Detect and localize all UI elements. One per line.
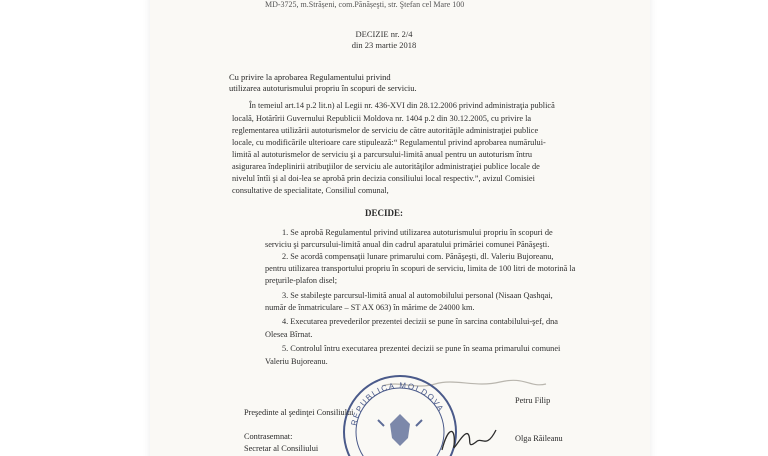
decision-title: DECIZIE nr. 2/4	[355, 29, 413, 39]
item-line: pentru utilizarea transportului propriu în scopuri de serviciu, limita de 100 litri de motorină la	[265, 264, 576, 273]
preamble-line: În temeiul art.14 p.2 lit.n) al Legii nr. 436-XVI din 28.12.2006 privind administraţia publică	[249, 101, 555, 110]
item-line: 2. Se acordă compensaţii lunare primarului com. Pănăşeşti, dl. Valeriu Bujoreanu,	[282, 252, 554, 261]
subject-line-1: Cu privire la aprobarea Regulamentului privind	[229, 72, 391, 82]
preamble-line: locale, cu modificările ulterioare care stipulează:“ Regulamentul privind aprobarea numărului-	[232, 138, 546, 147]
president-name: Petru Filip	[515, 396, 551, 405]
item-line: 4. Executarea prevederilor prezentei decizii se pune în sarcina contabilului-şef, dna	[282, 317, 558, 326]
seal-text: REPUBLICA MOLDOVA	[349, 380, 446, 427]
subject-line-2: utilizarea autoturismului propriu în scopuri de serviciu.	[229, 83, 417, 93]
preamble-line: consultative de specialitate, Consiliul comunal,	[232, 186, 389, 195]
item-line: 1. Se aprobă Regulamentul privind utilizarea autoturismului propriu în scopuri de	[282, 228, 553, 237]
preamble-line: reglementarea utilizării autoturismelor de serviciu de către autorităţile administraţiei publice	[232, 126, 539, 135]
countersigned-label: Contrasemnat:	[244, 432, 293, 441]
decision-date: din 23 martie 2018	[351, 40, 417, 50]
secretary-name: Olga Răileanu	[515, 434, 563, 443]
preamble-line: limită al autoturismelor de serviciu şi a parcursului-limită anual pentru un autoturism întru	[232, 150, 532, 159]
secretary-signature	[438, 420, 500, 456]
item-line: preţurile-plafon disel;	[265, 276, 338, 285]
item-line: Olesea Bîrnat.	[265, 330, 313, 339]
item-line: 3. Se stabileşte parcursul-limită anual al automobilului personal (Nisaan Qashqai,	[282, 291, 553, 300]
item-line: 5. Controlul întru executarea prezentei decizii se pune în seama primarului comunei	[282, 344, 561, 353]
item-line: serviciu şi parcursului-limită anual din cadrul aparatului primăriei comunei Pănăşeşti.	[265, 240, 550, 249]
item-line: număr de înmatriculare – ST AX 063) în mărime de 24000 km.	[265, 303, 475, 312]
secretary-label: Secretar al Consiliului	[244, 444, 319, 453]
preamble-line: locală, Hotărîrii Guvernului Republicii Moldova nr. 1404 p.2 din 30.12.2005, cu privire la	[232, 114, 532, 123]
preamble-line: nivelul întîi şi al doi-lea se aprobă prin decizia consiliului local respectiv.”, avizul Comisiei	[232, 174, 535, 183]
president-label: Preşedinte al şedinţei Consiliului	[244, 408, 354, 417]
letterhead-address: MD-3725, m.Strășeni, com.Pănășeşti, str. Ştefan cel Mare 100	[265, 0, 465, 9]
preamble-line: asigurarea îndeplinirii atribuţiilor de serviciu ale autorităţilor administraţiei publice locale de	[232, 162, 540, 171]
decide-heading: DECIDE:	[364, 208, 403, 218]
item-line: Valeriu Bujoreanu.	[265, 357, 328, 366]
